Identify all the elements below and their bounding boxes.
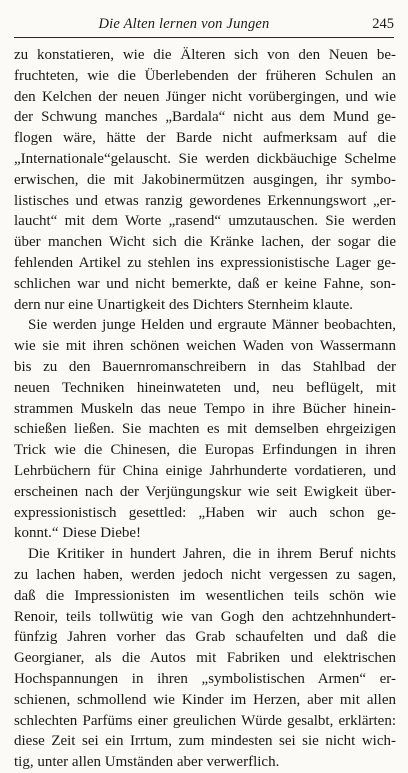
text-line: daß die Impressionisten im wesentlichen teils schön wie: [14, 587, 396, 604]
text-line: der Schwung manches „Bardala“ nicht aus dem Mund ge-: [14, 109, 396, 126]
text-line: schlichen war und nicht bemerkte, daß er keine Fahne, son-: [14, 275, 396, 292]
text-line: fruchteten, wie die Überlebenden der früheren Schulen an: [14, 67, 396, 84]
text-line: Die Kritiker in hundert Jahren, die in ihrem Beruf nichts: [28, 546, 396, 563]
text-line: Georgianer, als die Autos mit Fabriken und elektrischen: [14, 650, 396, 667]
text-line: expressionistisch gesettled: „Haben wir auch schon ge-: [14, 504, 396, 521]
text-line: zu lachen haben, werden jedoch nicht vergessen zu sagen,: [14, 566, 396, 583]
text-line: diese Zeit sei ein Irrtum, zum mindesten sei sie nicht wich-: [14, 733, 396, 750]
text-line: dern nur eine Unartigkeit des Dichters Sternheim klaute.: [14, 296, 354, 313]
text-line: den Kelchen der neuen Jünger nicht vorübergingen, und wie: [14, 88, 396, 105]
text-line: zu konstatieren, wie die Älteren sich von den Neuen be-: [14, 47, 396, 63]
text-line: fünfzig Jahren vorher das Grab schaufelten und daß die: [14, 629, 396, 646]
paragraph: [14, 45, 396, 315]
text-line: Renoir, teils tollwütig wie van Gogh den achtzehnhundert-: [14, 608, 396, 625]
text-line: bis zu den Bauernromanschreibern in das Stahlbad der: [14, 358, 396, 375]
text-line: tig, unter allen Umständen aber verwerflich.: [14, 754, 280, 771]
text-line: Lehrbüchern für China einige Jahrhunderte vordatieren, und: [14, 462, 396, 479]
text-line: flogen wäre, hätte der Barde nicht aufmerksam auf die: [14, 130, 396, 147]
text-line: schießen ließen. Sie machten es mit demselben ehrgeizigen: [14, 421, 396, 438]
paragraph: [14, 544, 396, 773]
text-line: Trick wie die Chinesen, die Europas Erfindungen in ihren: [14, 442, 396, 459]
page-header: [14, 16, 394, 38]
running-title: Die Alten lernen von Jungen: [98, 16, 270, 32]
text-line: über manchen Wicht sich die Kränke lachen, der sogar die: [14, 234, 396, 251]
text-line: erscheinen nach der Verjüngungskur wie seit Ewigkeit über-: [14, 483, 396, 500]
text-line: neuen Techniken hineinwateten und, neu beflügelt, mit: [14, 379, 396, 396]
text-line: fehlenden Artikel zu stehlen ins expressionistische Lager ge-: [14, 254, 396, 271]
paragraph: [14, 315, 396, 544]
text-line: schlechten Parfüms einer greulichen Würde gesalbt, erklärten:: [14, 712, 396, 729]
text-line: konnt.“ Diese Diebe!: [14, 525, 142, 542]
text-line: Sie werden junge Helden und ergraute Männer beobachten,: [28, 317, 396, 334]
page-number: 245: [372, 16, 394, 32]
text-line: schienen, schmollend wie Kinder im Herzen, aber mit allen: [14, 691, 396, 708]
body-text: [14, 45, 396, 773]
text-line: strammen Muskeln das neue Tempo in ihre Bücher hinein-: [14, 400, 396, 417]
text-line: wie sie mit ihren schönen weichen Waden von Wassermann: [14, 338, 396, 355]
text-line: listisches und etwas ranzig gewordenes Erkennungswort „er-: [14, 192, 396, 209]
header-rule: [14, 37, 394, 38]
text-line: laucht“ mit dem Worte „rasend“ umzutauschen. Sie werden: [14, 213, 396, 230]
text-line: erwischen, die mit Jakobinermützen ausgingen, ihr symbo-: [14, 171, 396, 188]
text-line: „Internationale“gelauscht. Sie werden dickbäuchige Schelme: [14, 150, 396, 167]
text-line: Hochspannungen in ihren „symbolistischen Armen“ er-: [14, 670, 396, 687]
